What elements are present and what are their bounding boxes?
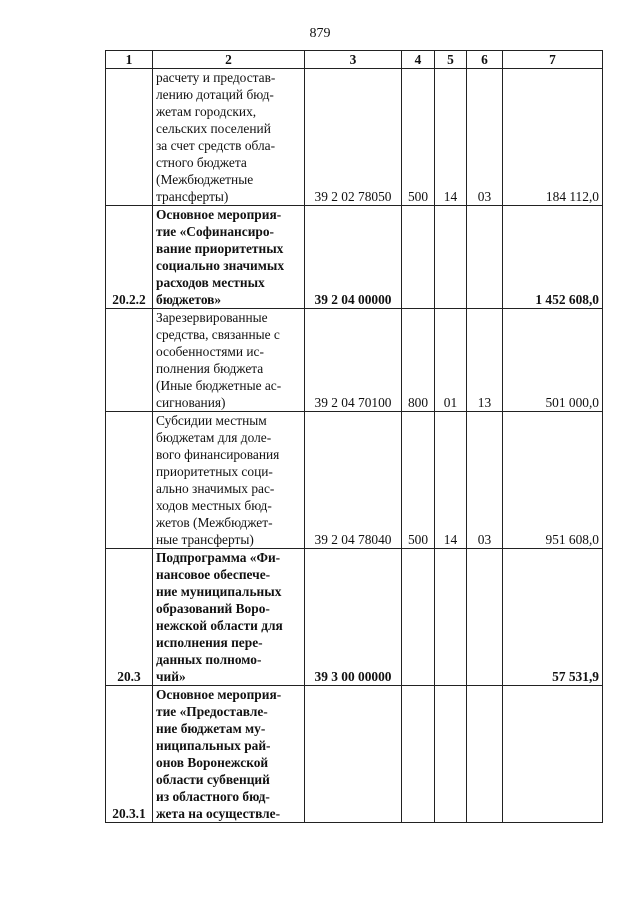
- row-name: [153, 686, 305, 823]
- column-header: 4: [402, 51, 435, 69]
- name-line: исполнения пере-: [156, 635, 263, 650]
- row-c4: 500: [402, 69, 435, 206]
- name-line: Субсидии местным: [156, 413, 267, 428]
- row-c4: 500: [402, 412, 435, 549]
- name-line: нежской области для: [156, 618, 283, 633]
- row-c5: 14: [435, 69, 467, 206]
- name-line: сельских поселений: [156, 121, 271, 136]
- row-c4: [402, 686, 435, 823]
- table-row: [106, 206, 603, 309]
- name-line: расчету и предостав-: [156, 70, 276, 85]
- name-line: полнения бюджета: [156, 361, 264, 376]
- column-header: 1: [106, 51, 153, 69]
- row-c4: [402, 549, 435, 686]
- row-c6: [467, 549, 503, 686]
- name-line: ные трансферты): [156, 532, 254, 547]
- name-line: расходов местных: [156, 275, 265, 290]
- name-line: из областного бюд-: [156, 789, 270, 804]
- row-name: [153, 412, 305, 549]
- name-line: Подпрограмма «Фи-: [156, 550, 281, 565]
- row-number: [106, 69, 153, 206]
- row-code: 39 3 00 00000: [305, 549, 402, 686]
- name-line: Основное мероприя-: [156, 687, 282, 702]
- name-line: чий»: [156, 669, 186, 684]
- name-line: бюджетов»: [156, 292, 222, 307]
- name-line: жета на осуществле-: [156, 806, 281, 821]
- column-header: 6: [467, 51, 503, 69]
- column-header: 7: [503, 51, 603, 69]
- table-row: [106, 412, 603, 549]
- row-c5: 01: [435, 309, 467, 412]
- name-line: приоритетных соци-: [156, 464, 273, 479]
- row-c4: 800: [402, 309, 435, 412]
- budget-table: [105, 50, 603, 823]
- name-line: области субвенций: [156, 772, 270, 787]
- name-line: особенностями ис-: [156, 344, 264, 359]
- name-line: (Межбюджетные: [156, 172, 254, 187]
- row-c6: 13: [467, 309, 503, 412]
- row-code: 39 2 02 78050: [305, 69, 402, 206]
- column-header: 3: [305, 51, 402, 69]
- name-line: онов Воронежской: [156, 755, 269, 770]
- row-amount: 501 000,0: [503, 309, 603, 412]
- table-row: [106, 686, 603, 823]
- row-amount: 184 112,0: [503, 69, 603, 206]
- name-line: жетов (Межбюджет-: [156, 515, 273, 530]
- name-line: (Иные бюджетные ас-: [156, 378, 282, 393]
- row-amount: [503, 686, 603, 823]
- row-number: 20.3.1: [106, 686, 153, 823]
- name-line: тие «Предоставле-: [156, 704, 268, 719]
- row-code: [305, 686, 402, 823]
- page-number: 879: [309, 26, 331, 41]
- row-name: [153, 549, 305, 686]
- row-number: 20.3: [106, 549, 153, 686]
- name-line: вание приоритетных: [156, 241, 284, 256]
- row-c5: [435, 549, 467, 686]
- name-line: бюджетам для доле-: [156, 430, 272, 445]
- name-line: Основное мероприя-: [156, 207, 282, 222]
- name-line: средства, связанные с: [156, 327, 280, 342]
- column-header: 5: [435, 51, 467, 69]
- name-line: нансовое обеспече-: [156, 567, 271, 582]
- row-c5: [435, 686, 467, 823]
- row-code: 39 2 04 70100: [305, 309, 402, 412]
- name-line: лению дотаций бюд-: [156, 87, 274, 102]
- name-line: жетам городских,: [156, 104, 257, 119]
- row-code: 39 2 04 78040: [305, 412, 402, 549]
- row-amount: 57 531,9: [503, 549, 603, 686]
- row-c6: [467, 206, 503, 309]
- name-line: Зарезервированные: [156, 310, 268, 325]
- name-line: социально значимых: [156, 258, 285, 273]
- name-line: за счет средств обла-: [156, 138, 276, 153]
- row-c6: 03: [467, 412, 503, 549]
- row-c4: [402, 206, 435, 309]
- column-header: 2: [153, 51, 305, 69]
- row-number: [106, 309, 153, 412]
- name-line: ально значимых рас-: [156, 481, 275, 496]
- name-line: ние муниципальных: [156, 584, 282, 599]
- name-line: данных полномо-: [156, 652, 262, 667]
- name-line: трансферты): [156, 189, 229, 204]
- name-line: стного бюджета: [156, 155, 247, 170]
- name-line: ниципальных рай-: [156, 738, 271, 753]
- row-number: 20.2.2: [106, 206, 153, 309]
- name-line: вого финансирования: [156, 447, 280, 462]
- row-name: [153, 309, 305, 412]
- name-line: тие «Софинансиро-: [156, 224, 275, 239]
- row-c5: [435, 206, 467, 309]
- header-row: [106, 51, 603, 69]
- name-line: сигнования): [156, 395, 226, 410]
- row-number: [106, 412, 153, 549]
- name-line: ние бюджетам му-: [156, 721, 266, 736]
- row-name: [153, 206, 305, 309]
- row-c6: 03: [467, 69, 503, 206]
- table-row: [106, 69, 603, 206]
- row-c5: 14: [435, 412, 467, 549]
- row-code: 39 2 04 00000: [305, 206, 402, 309]
- table-row: [106, 309, 603, 412]
- name-line: образований Воро-: [156, 601, 270, 616]
- row-name: [153, 69, 305, 206]
- row-amount: 951 608,0: [503, 412, 603, 549]
- row-c6: [467, 686, 503, 823]
- name-line: ходов местных бюд-: [156, 498, 272, 513]
- table-row: [106, 549, 603, 686]
- row-amount: 1 452 608,0: [503, 206, 603, 309]
